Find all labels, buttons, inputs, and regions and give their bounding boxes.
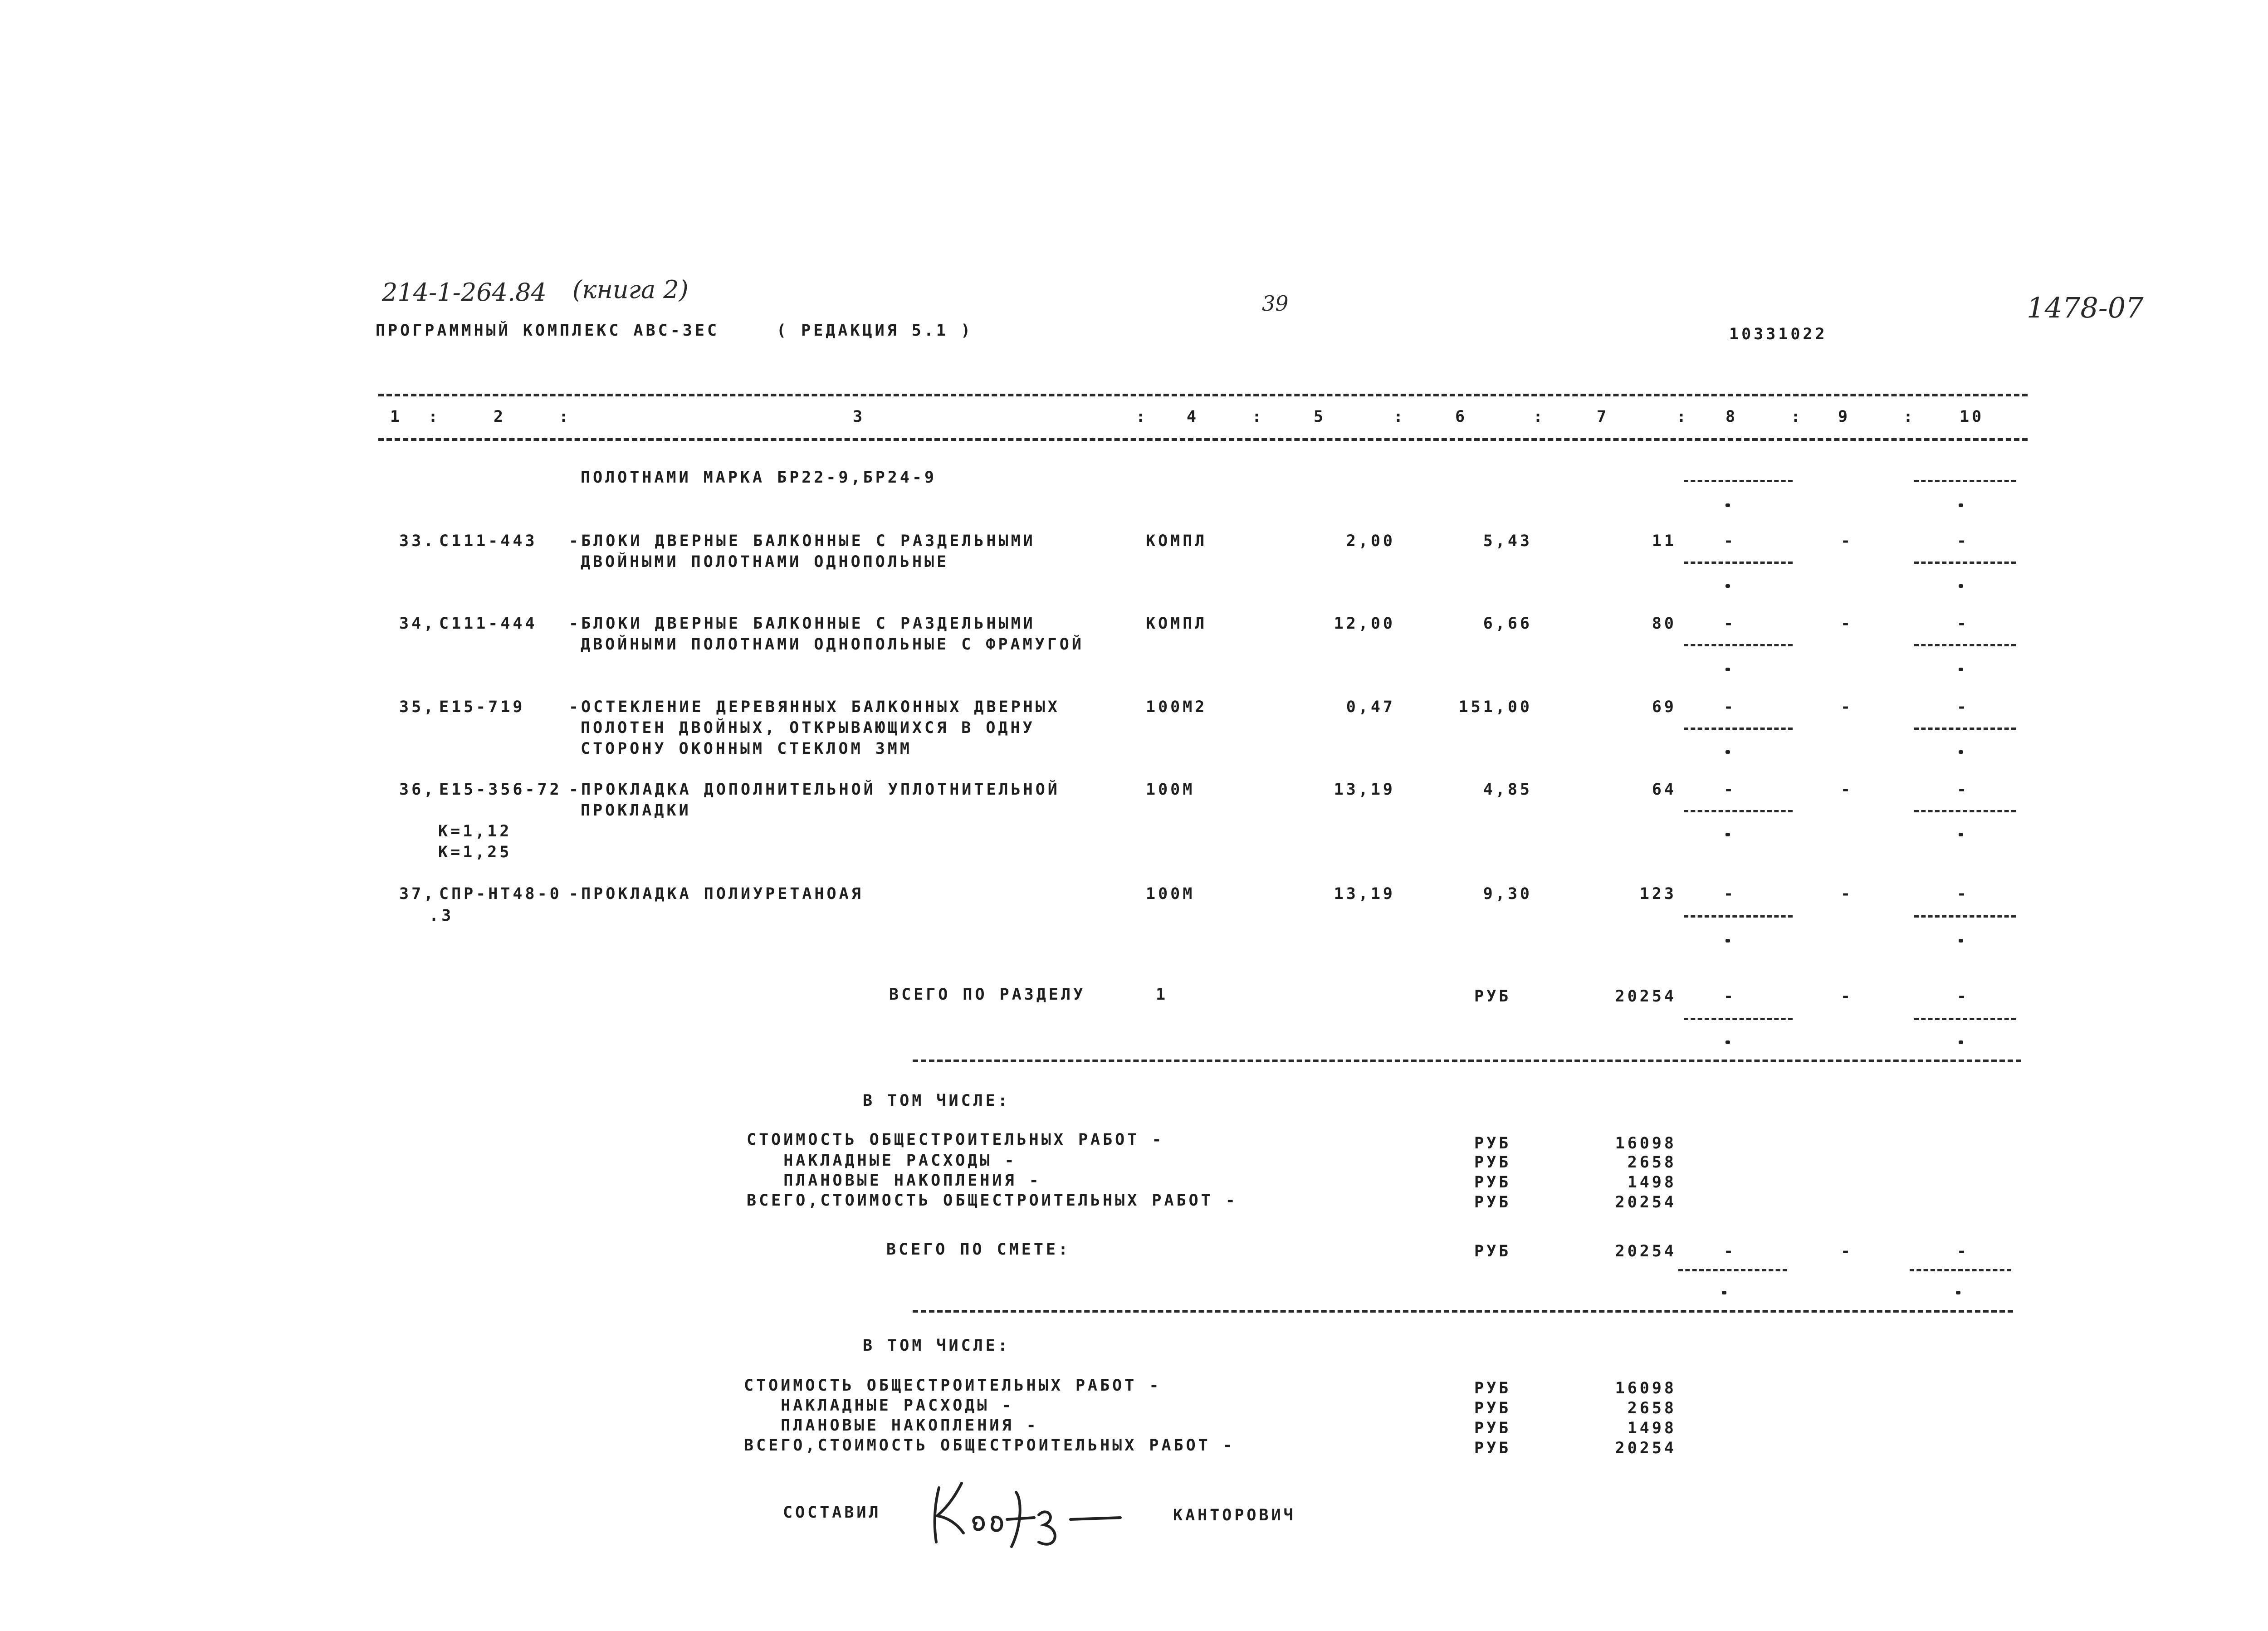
column-separator: :	[1791, 408, 1804, 426]
row-col10: -	[1957, 532, 1970, 550]
row-col8: -	[1724, 532, 1736, 550]
row-unit: 100М	[1146, 781, 1195, 799]
breakdown-line-value: 20254	[1615, 1439, 1677, 1457]
page-number: 39	[1262, 291, 1289, 316]
estimate-total-col8: -	[1724, 1242, 1736, 1260]
row-code: Е15-356-72	[439, 781, 562, 799]
row-unit: КОМПЛ	[1146, 615, 1207, 633]
breakdown-line-currency: РУБ	[1474, 1173, 1511, 1192]
breakdown-line-currency: РУБ	[1474, 1193, 1511, 1211]
breakdown-line-label: ВСЕГО,СТОИМОСТЬ ОБЩЕСТРОИТЕЛЬНЫХ РАБОТ -	[744, 1436, 1235, 1455]
column-header-2: 2	[494, 408, 506, 426]
row-col9: -	[1841, 615, 1853, 633]
column-separator: :	[1136, 408, 1149, 426]
row-number: 36,	[399, 781, 436, 799]
cell-rule-8	[1684, 728, 1793, 730]
breakdown-line-value: 1498	[1627, 1419, 1677, 1437]
column-separator: :	[559, 408, 572, 426]
header-top-rule	[378, 394, 2028, 396]
breakdown-line-currency: РУБ	[1474, 1153, 1511, 1172]
column-header-7: 7	[1597, 408, 1609, 426]
cell-mark-10	[1956, 1291, 1960, 1294]
row-quantity: 13,19	[1334, 885, 1395, 903]
breakdown-line-currency: РУБ	[1474, 1419, 1511, 1437]
section-number: 1	[1156, 986, 1168, 1004]
breakdown-line-label: НАКЛАДНЫЕ РАСХОДЫ -	[744, 1397, 1014, 1415]
document-code: 10331022	[1729, 325, 1828, 343]
row-description-line: ПРОКЛАДКИ	[581, 801, 691, 820]
cell-mark-8	[1725, 668, 1730, 671]
row-description-line: ДВОЙНЫМИ ПОЛОТНАМИ ОДНОПОЛЬНЫЕ	[581, 553, 949, 571]
row-col10: -	[1957, 885, 1970, 903]
cell-mark-10	[1959, 1040, 1963, 1044]
cell-rule-8	[1684, 915, 1793, 918]
cell-rule-8	[1684, 810, 1793, 812]
column-header-9: 9	[1838, 408, 1851, 426]
row-col9: -	[1841, 698, 1853, 716]
row-total: 80	[1652, 615, 1677, 633]
cell-mark-10	[1959, 584, 1963, 588]
estimate-total-rule	[913, 1310, 2013, 1313]
estimate-total-col9: -	[1841, 1242, 1853, 1260]
row-total: 123	[1639, 885, 1677, 903]
column-header-8: 8	[1725, 408, 1738, 426]
breakdown-line-label: ПЛАНОВЫЕ НАКОПЛЕНИЯ -	[744, 1416, 1039, 1435]
cell-rule-10	[1914, 728, 2016, 730]
cell-mark-8	[1725, 1040, 1730, 1044]
cell-rule-8	[1684, 480, 1793, 482]
section-total-rule	[913, 1060, 2021, 1062]
row-col9: -	[1841, 532, 1853, 550]
row-description-line: ДВОЙНЫМИ ПОЛОТНАМИ ОДНОПОЛЬНЫЕ С ФРАМУГОЙ	[581, 635, 1084, 654]
archive-number: 1478-07	[2027, 291, 2144, 324]
breakdown-line-currency: РУБ	[1474, 1399, 1511, 1417]
row-unit: КОМПЛ	[1146, 532, 1207, 550]
breakdown-line-value: 16098	[1615, 1379, 1677, 1397]
row-quantity: 12,00	[1334, 615, 1395, 633]
cell-mark-8	[1725, 939, 1730, 942]
row-total: 64	[1652, 781, 1677, 799]
column-header-5: 5	[1314, 408, 1326, 426]
row-unit-price: 6,66	[1483, 615, 1532, 633]
row-description-line: ПОЛОТНАМИ МАРКА БР22-9,БР24-9	[581, 469, 937, 487]
row-unit-price: 4,85	[1483, 781, 1532, 799]
row-number: 33.	[399, 532, 436, 550]
cell-rule-8	[1684, 644, 1793, 646]
column-header-10: 10	[1960, 408, 1984, 426]
breakdown-line-label: НАКЛАДНЫЕ РАСХОДЫ -	[747, 1152, 1017, 1170]
cell-rule-10	[1914, 480, 2016, 482]
breakdown-line-value: 1498	[1627, 1173, 1677, 1192]
cell-rule-10	[1914, 562, 2016, 564]
row-total: 69	[1652, 698, 1677, 716]
section-total-currency: РУБ	[1474, 987, 1511, 1006]
breakdown-line-currency: РУБ	[1474, 1379, 1511, 1397]
section-total-label: ВСЕГО ПО РАЗДЕЛУ	[889, 986, 1086, 1004]
row-coefficient: К=1,12	[438, 822, 512, 840]
breakdown-line-currency: РУБ	[1474, 1134, 1511, 1152]
cell-mark-10	[1959, 750, 1963, 754]
row-description-line: -БЛОКИ ДВЕРНЫЕ БАЛКОННЫЕ С РАЗДЕЛЬНЫМИ	[569, 532, 1036, 550]
column-separator: :	[1252, 408, 1265, 426]
row-description-line: -ПРОКЛАДКА ДОПОЛНИТЕЛЬНОЙ УПЛОТНИТЕЛЬНОЙ	[569, 781, 1060, 799]
breakdown-line-value: 2658	[1627, 1153, 1677, 1172]
estimate-total-label: ВСЕГО ПО СМЕТЕ:	[886, 1240, 1071, 1259]
row-unit-price: 151,00	[1458, 698, 1532, 716]
cell-mark-8	[1725, 750, 1730, 754]
row-code: С111-443	[439, 532, 538, 550]
column-header-4: 4	[1187, 408, 1199, 426]
breakdown-line-label: СТОИМОСТЬ ОБЩЕСТРОИТЕЛЬНЫХ РАБОТ -	[747, 1131, 1164, 1149]
cell-mark-10	[1959, 668, 1963, 671]
cell-rule-8	[1678, 1269, 1787, 1271]
row-col9: -	[1841, 885, 1853, 903]
cell-rule-10	[1914, 810, 2016, 812]
breakdown-title: В ТОМ ЧИСЛЕ:	[863, 1337, 1010, 1355]
cell-mark-8	[1722, 1291, 1726, 1294]
breakdown-line-currency: РУБ	[1474, 1439, 1511, 1457]
row-coefficient: К=1,25	[438, 843, 512, 861]
row-extra: .3	[429, 907, 454, 925]
row-total: 11	[1652, 532, 1677, 550]
compiler-name: КАНТОРОВИЧ	[1173, 1506, 1296, 1524]
row-description-line: ПОЛОТЕН ДВОЙНЫХ, ОТКРЫВАЮЩИХСЯ В ОДНУ	[581, 719, 1035, 737]
breakdown-line-label: СТОИМОСТЬ ОБЩЕСТРОИТЕЛЬНЫХ РАБОТ -	[744, 1377, 1162, 1395]
row-number: 34,	[399, 615, 436, 633]
row-col8: -	[1724, 615, 1736, 633]
cell-mark-10	[1959, 503, 1963, 507]
row-description-line: -ОСТЕКЛЕНИЕ ДЕРЕВЯННЫХ БАЛКОННЫХ ДВЕРНЫХ	[569, 698, 1060, 716]
cell-rule-10	[1914, 1018, 2016, 1020]
program-edition: ( РЕДАКЦИЯ 5.1 )	[777, 322, 973, 340]
document-reference: 214-1-264.84	[382, 278, 547, 307]
row-code: СПР-НТ48-0	[439, 885, 562, 903]
column-header-6: 6	[1455, 408, 1468, 426]
row-unit: 100М2	[1146, 698, 1207, 716]
column-separator: :	[1677, 408, 1689, 426]
cell-mark-10	[1959, 939, 1963, 942]
column-separator: :	[1903, 408, 1916, 426]
estimate-total-currency: РУБ	[1474, 1242, 1511, 1260]
cell-mark-8	[1725, 833, 1730, 836]
row-description-line: -ПРОКЛАДКА ПОЛИУРЕТАНОАЯ	[569, 885, 864, 903]
row-col10: -	[1957, 781, 1970, 799]
breakdown-line-label: ПЛАНОВЫЕ НАКОПЛЕНИЯ -	[747, 1172, 1041, 1190]
row-code: С111-444	[439, 615, 538, 633]
breakdown-line-value: 2658	[1627, 1399, 1677, 1417]
program-name: ПРОГРАММНЫЙ КОМПЛЕКС АВС-3ЕС	[376, 322, 720, 340]
row-col8: -	[1724, 781, 1736, 799]
estimate-total-col10: -	[1957, 1242, 1970, 1260]
row-unit: 100М	[1146, 885, 1195, 903]
compiled-by-label: СОСТАВИЛ	[783, 1504, 881, 1522]
estimate-total-value: 20254	[1615, 1242, 1677, 1260]
section-total-col8: -	[1724, 987, 1736, 1006]
column-separator: :	[428, 408, 441, 426]
row-col9: -	[1841, 781, 1853, 799]
cell-rule-10	[1914, 644, 2016, 646]
signature-image	[925, 1474, 1125, 1551]
row-quantity: 13,19	[1334, 781, 1395, 799]
row-unit-price: 5,43	[1483, 532, 1532, 550]
section-total-col10: -	[1957, 987, 1970, 1006]
section-total-value: 20254	[1615, 987, 1677, 1006]
column-separator: :	[1393, 408, 1406, 426]
row-code: Е15-719	[439, 698, 525, 716]
row-number: 37,	[399, 885, 436, 903]
column-separator: :	[1533, 408, 1546, 426]
row-quantity: 2,00	[1346, 532, 1395, 550]
book-number: (книга 2)	[572, 275, 689, 304]
cell-rule-8	[1684, 1018, 1793, 1020]
cell-mark-8	[1725, 584, 1730, 588]
row-col10: -	[1957, 615, 1970, 633]
row-description-line: СТОРОНУ ОКОННЫМ СТЕКЛОМ 3ММ	[581, 740, 912, 758]
breakdown-line-label: ВСЕГО,СТОИМОСТЬ ОБЩЕСТРОИТЕЛЬНЫХ РАБОТ -	[747, 1192, 1238, 1210]
cell-mark-8	[1725, 503, 1730, 507]
cell-rule-10	[1910, 1269, 2011, 1271]
row-col8: -	[1724, 698, 1736, 716]
row-quantity: 0,47	[1346, 698, 1395, 716]
breakdown-title: В ТОМ ЧИСЛЕ:	[863, 1092, 1010, 1110]
section-total-col9: -	[1841, 987, 1853, 1006]
row-number: 35,	[399, 698, 436, 716]
breakdown-line-value: 20254	[1615, 1193, 1677, 1211]
column-header-3: 3	[853, 408, 865, 426]
row-col8: -	[1724, 885, 1736, 903]
cell-rule-8	[1684, 562, 1793, 564]
row-col10: -	[1957, 698, 1970, 716]
header-bottom-rule	[378, 438, 2028, 441]
cell-rule-10	[1914, 915, 2016, 918]
row-unit-price: 9,30	[1483, 885, 1532, 903]
row-description-line: -БЛОКИ ДВЕРНЫЕ БАЛКОННЫЕ С РАЗДЕЛЬНЫМИ	[569, 615, 1036, 633]
breakdown-line-value: 16098	[1615, 1134, 1677, 1152]
column-header-1: 1	[390, 408, 403, 426]
cell-mark-10	[1959, 833, 1963, 836]
